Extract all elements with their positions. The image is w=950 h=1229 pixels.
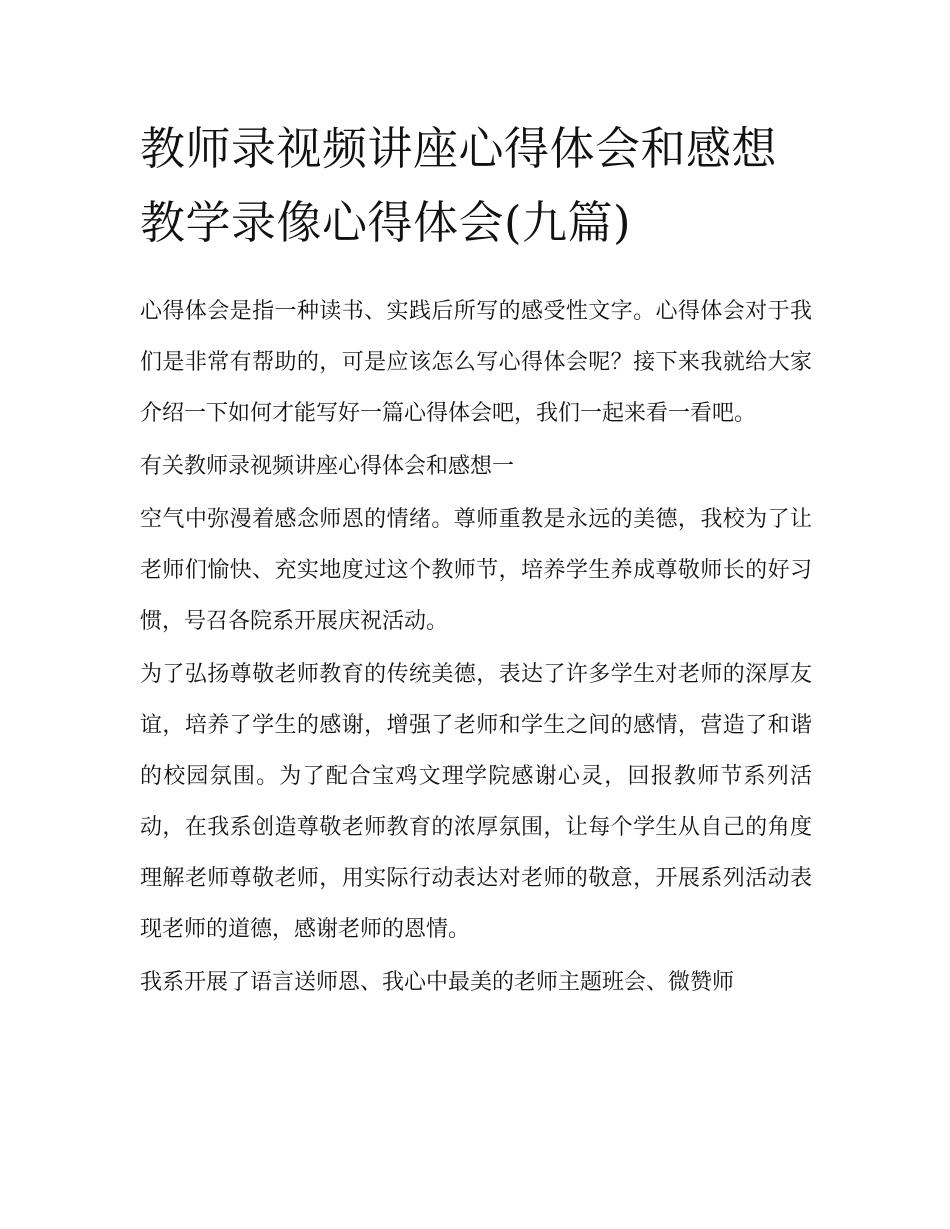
document-title: 教师录视频讲座心得体会和感想 教学录像心得体会(九篇) xyxy=(140,122,778,249)
document-body xyxy=(140,286,812,1008)
body-paragraph: 为了弘扬尊敬老师教育的传统美德，表达了许多学生对老师的深厚友谊，培养了学生的感谢，增强了老师和学生之间的感情，营造了和谐的校园氛围。为了配合宝鸡文理学院感谢心灵，回报教师节系列活动，在我系创造尊敬老师教育的浓厚氛围，让每个学生从自己的角度理解老师尊敬老师，用实际行动表达对老师的敬意，开展系列活动表现老师的道德，感谢老师的恩情。 xyxy=(140,662,812,942)
intro-paragraph: 心得体会是指一种读书、实践后所写的感受性文字。心得体会对于我们是非常有帮助的，可是应该怎么写心得体会呢？接下来我就给大家介绍一下如何才能写好一篇心得体会吧，我们一起来看一看吧。 xyxy=(140,299,812,426)
body-paragraph: 空气中弥漫着感念师恩的情绪。尊师重教是永远的美德，我校为了让老师们愉快、充实地度过这个教师节，培养学生养成尊敬师长的好习惯，号召各院系开展庆祝活动。 xyxy=(140,507,812,634)
section-heading: 有关教师录视频讲座心得体会和感想一 xyxy=(140,454,515,479)
document-page xyxy=(140,112,812,1010)
body-paragraph: 我系开展了语言送师恩、我心中最美的老师主题班会、微赞师 xyxy=(140,970,735,995)
